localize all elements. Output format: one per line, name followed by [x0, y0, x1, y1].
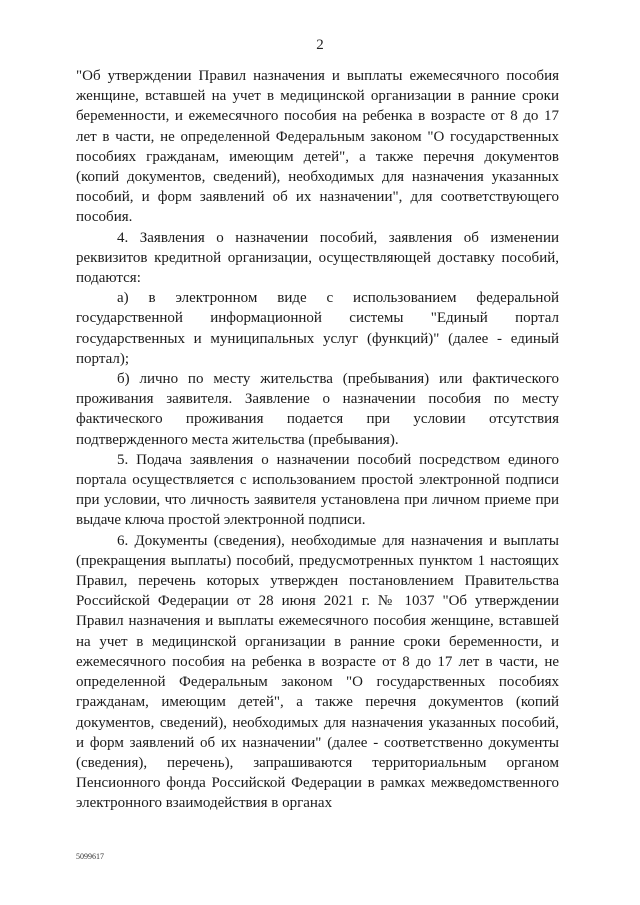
- paragraph-item-6: 6. Документы (сведения), необходимые для назначения и выплаты (прекращения выплаты) пособий, предусмотренных пунктом 1 настоящих Правил, перечень которых утвержден постановлением Правительства Российской Федерации от 28 июня 2021 г. № 1037 "Об утверждении Правил назначения и выплаты ежемесячного пособия женщине, вставшей на учет в медицинской организации в ранние сроки беременности, и ежемесячного пособия на ребенка в возрасте от 8 до 17 лет в части, не определенной Федеральным законом "О государственных пособиях гражданам, имеющим детей", а также перечня документов (копий документов, сведений), необходимых для назначения указанных пособий, и форм заявлений об их назначении" (далее - соответственно документы (сведения), перечень), запрашиваются территориальным органом Пенсионного фонда Российской Федерации в рамках межведомственного электронного взаимодействия в органах: [76, 532, 559, 812]
- paragraph-item-5: 5. Подача заявления о назначении пособий посредством единого портала осуществляется с использованием простой электронной подписи при условии, что личность заявителя установлена при личном приеме при выдаче ключа простой электронной подписи.: [76, 451, 559, 529]
- paragraph-continuation: "Об утверждении Правил назначения и выплаты ежемесячного пособия женщине, вставшей на учет в медицинской организации в ранние сроки беременности, и ежемесячного пособия на ребенка в возрасте от 8 до 17 лет в части, не определенной Федеральным законом "О государственных пособиях гражданам, имеющим детей", а также перечня документов (копий документов, сведений), необходимых для назначения указанных пособий, и форм заявлений об их назначении", для соответствующего пособия.: [76, 68, 559, 226]
- page-number: 2: [316, 37, 324, 53]
- paragraph-subitem-b: б) лично по месту жительства (пребывания) или фактического проживания заявителя. Заявление о назначении пособия по месту фактического проживания подается при условии отсутствия подтвержденного места жительства (пребывания).: [76, 371, 559, 448]
- document-body: [76, 66, 559, 814]
- paragraph-item-4: 4. Заявления о назначении пособий, заявления об изменении реквизитов кредитной организации, осуществляющей доставку пособий, подаются:: [76, 229, 559, 287]
- document-id: 5099617: [76, 852, 104, 861]
- paragraph-subitem-a: а) в электронном виде с использованием федеральной государственной информационной системы "Единый портал государственных и муниципальных услуг (функций)" (далее - единый портал);: [76, 290, 559, 367]
